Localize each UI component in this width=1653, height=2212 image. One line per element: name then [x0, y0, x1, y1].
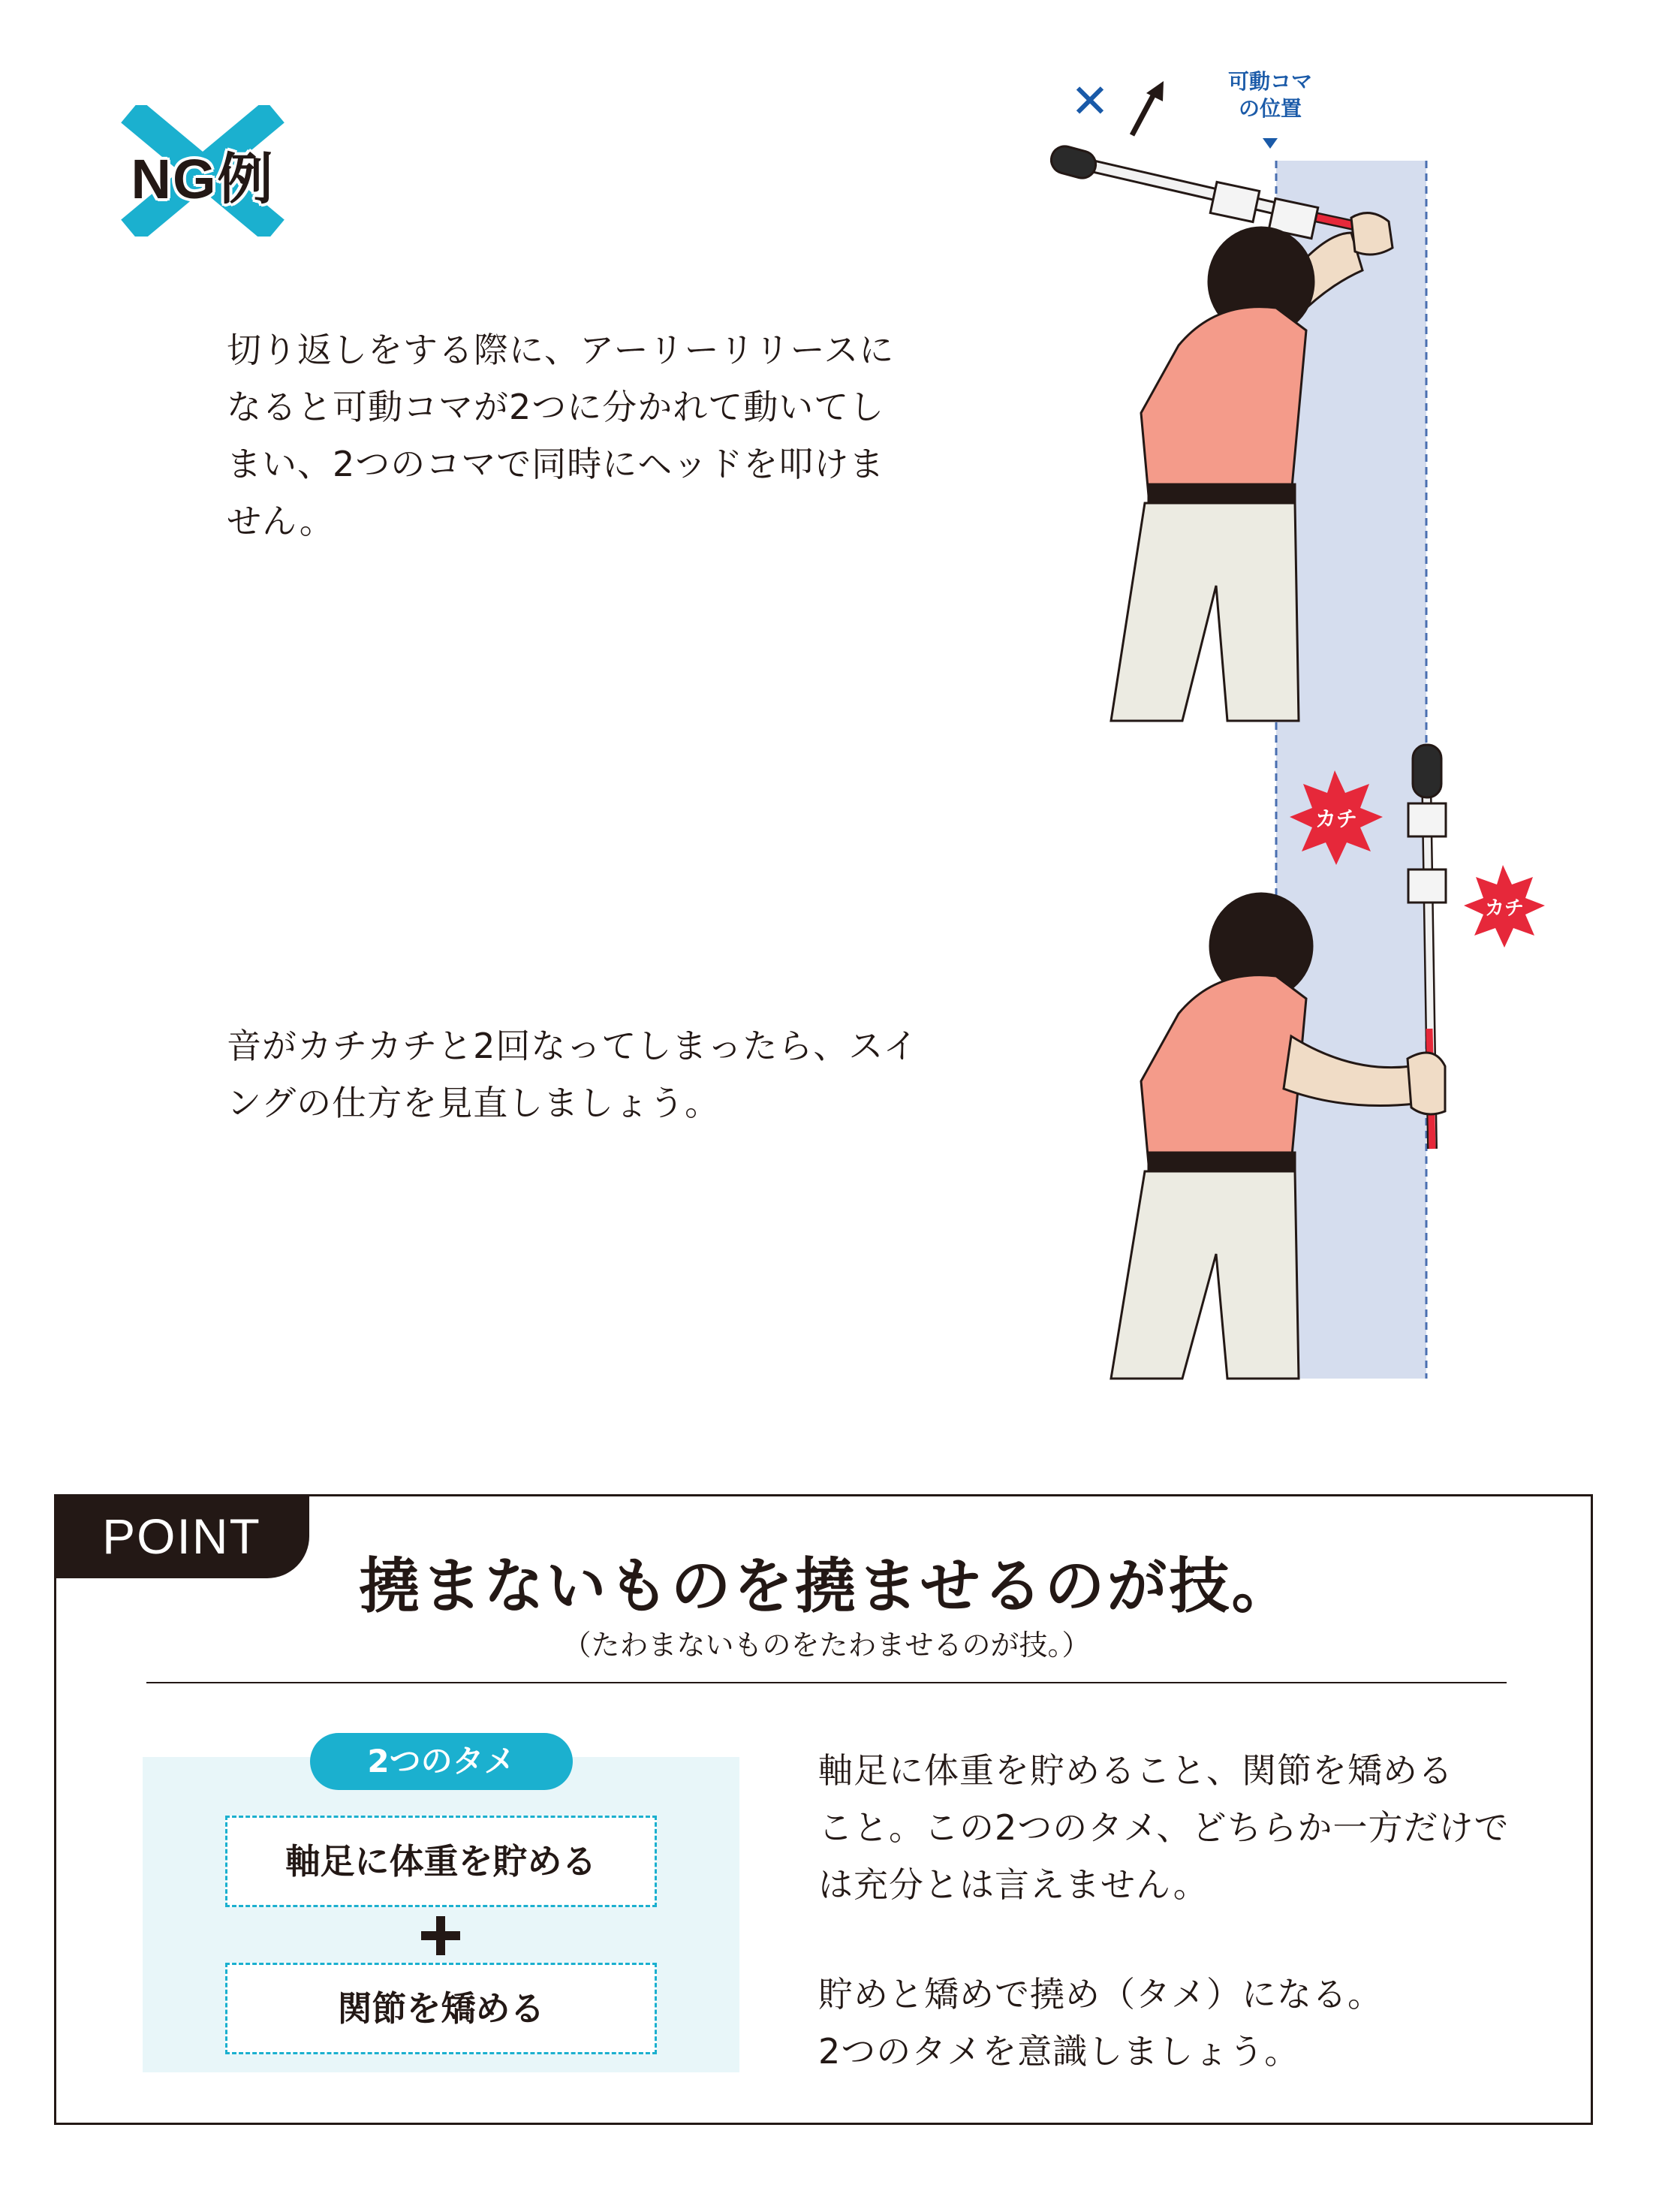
tame-label-pill: 2つのタメ — [310, 1733, 573, 1790]
point-tab: POINT — [54, 1494, 309, 1578]
point-subtitle: （たわまないものをたわませるのが技。） — [562, 1629, 1091, 1662]
text-line: 2つのタメを意識しましょう。 — [818, 2031, 1300, 2072]
ng-badge-label: NG例 — [131, 148, 275, 210]
text-line: まい、2つのコマで同時にヘッドを叩けま — [227, 444, 885, 484]
divider — [146, 1682, 1507, 1683]
ng-explanation-1 — [227, 321, 962, 550]
text-line: なると可動コマが2つに分かれて動いてし — [227, 387, 885, 427]
text-line: 軸足に体重を貯めること、関節を矯める — [818, 1750, 1453, 1791]
text-line: は充分とは言えません。 — [818, 1864, 1209, 1905]
click-text-right: カチ — [1484, 897, 1525, 920]
position-arrow-icon — [1263, 138, 1278, 149]
ng-explanation-2 — [227, 1017, 962, 1132]
text-line: せん。 — [227, 501, 335, 541]
text-line: こと。この2つのタメ、どちらか一方だけで — [818, 1807, 1510, 1848]
text-line: 貯めと矯めで撓め（タメ）になる。 — [818, 1974, 1383, 2015]
point-explanation-1 — [818, 1742, 1539, 1913]
text-line: 音がカチカチと2回なってしまったら、スイ — [227, 1026, 919, 1066]
arrow-up-right-icon — [1132, 81, 1164, 135]
tame-item-2: 関節を矯める — [225, 1963, 657, 2054]
movable-piece-label: 可動コマ — [1227, 69, 1313, 94]
point-explanation-2 — [818, 1966, 1539, 2080]
ng-badge — [120, 105, 285, 237]
text-line: 切り返しをする際に、アーリーリリースに — [227, 330, 895, 370]
point-title: 撓まないものを撓ませるのが技。 — [359, 1551, 1294, 1621]
click-burst-right — [1464, 865, 1545, 948]
text-line: ングの仕方を見直しましょう。 — [227, 1083, 721, 1123]
cross-mark: ✕ — [1070, 74, 1110, 128]
tame-item-1: 軸足に体重を貯める — [225, 1816, 657, 1907]
movable-piece-label: の位置 — [1238, 96, 1302, 121]
swing-illustration — [1036, 60, 1606, 1397]
click-text-left: カチ — [1314, 806, 1358, 831]
plus-icon — [414, 1913, 467, 1958]
